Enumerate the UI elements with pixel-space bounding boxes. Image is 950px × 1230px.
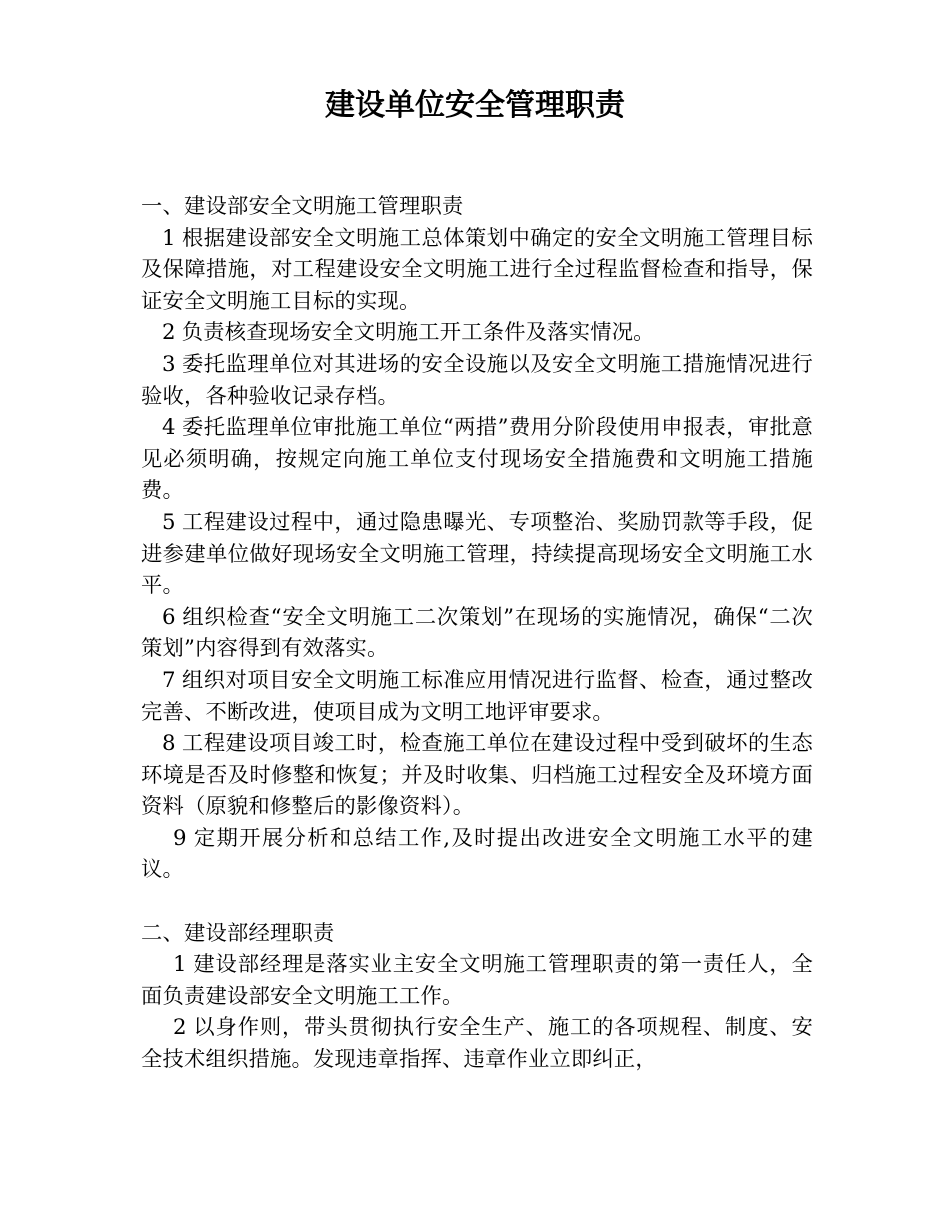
- list-item: [141, 823, 813, 886]
- section-heading-2: 二、建设部经理职责: [141, 920, 335, 946]
- item-text: 以身作则，带头贯彻执行安全生产、施工的各项规程、制度、安全技术组织措施。发现违章指挥、违章作业立即纠正，: [141, 1015, 813, 1073]
- list-item: [141, 602, 813, 665]
- list-item: [141, 317, 813, 349]
- item-text: 根据建设部安全文明施工总体策划中确定的安全文明施工管理目标及保障措施，对工程建设安全文明施工进行全过程监督检查和指导，保证安全文明施工目标的实现。: [141, 225, 813, 314]
- item-text: 委托监理单位审批施工单位“两措”费用分阶段使用申报表，审批意见必须明确，按规定向施工单位支付现场安全措施费和文明施工措施费。: [141, 415, 813, 504]
- list-item: [141, 412, 813, 507]
- item-number: 2: [162, 320, 176, 346]
- section-heading-1: 一、建设部安全文明施工管理职责: [141, 194, 464, 219]
- item-text: 工程建设过程中，通过隐患曝光、专项整治、奖励罚款等手段，促进参建单位做好现场安全文明施工管理，持续提高现场安全文明施工水平。: [141, 509, 813, 599]
- item-text: 工程建设项目竣工时，检查施工单位在建设过程中受到破坏的生态环境是否及时修整和恢复；并及时收集、归档施工过程安全及环境方面资料（原貌和修整后的影像资料）。: [141, 731, 813, 820]
- item-number: 9: [173, 825, 187, 851]
- item-number: 1: [173, 952, 187, 978]
- item-number: 1: [162, 225, 176, 251]
- document-body: [141, 191, 813, 1076]
- item-number: 5: [162, 509, 176, 535]
- document-title: 建设单位安全管理职责: [325, 88, 625, 123]
- item-number: 8: [162, 731, 176, 757]
- list-item: [141, 728, 813, 823]
- item-number: 3: [162, 351, 176, 377]
- list-item: [141, 349, 813, 412]
- spacer: [141, 886, 813, 918]
- item-text: 建设部经理是落实业主安全文明施工管理职责的第一责任人，全面负责建设部安全文明施工工作。: [141, 952, 813, 1009]
- item-text: 组织检查“安全文明施工二次策划”在现场的实施情况，确保“二次策划”内容得到有效落实。: [141, 604, 813, 662]
- item-number: 4: [162, 415, 176, 441]
- item-text: 定期开展分析和总结工作,及时提出改进安全文明施工水平的建议。: [141, 825, 813, 883]
- list-item: [141, 223, 813, 318]
- list-item: [141, 665, 813, 728]
- list-item: [141, 1012, 813, 1075]
- list-item: [141, 949, 813, 1012]
- item-number: 6: [162, 604, 176, 630]
- item-text: 委托监理单位对其进场的安全设施以及安全文明施工措施情况进行验收，各种验收记录存档。: [141, 351, 813, 409]
- item-text: 负责核查现场安全文明施工开工条件及落实情况。: [181, 320, 655, 346]
- item-number: 7: [162, 667, 176, 693]
- item-text: 组织对项目安全文明施工标准应用情况进行监督、检查，通过整改完善、不断改进，使项目成为文明工地评审要求。: [141, 667, 813, 725]
- item-number: 2: [173, 1015, 187, 1041]
- list-item: [141, 507, 813, 602]
